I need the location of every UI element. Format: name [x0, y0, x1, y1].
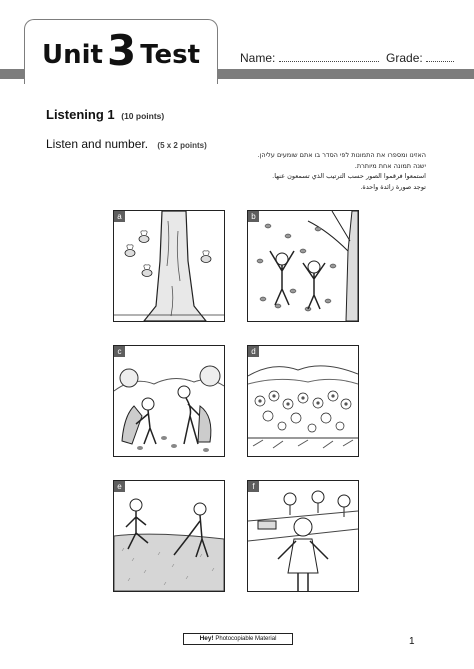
footer-text: Photocopiable Material [215, 636, 277, 642]
picture-panel-b [247, 210, 359, 322]
title-unit-number: 3 [106, 26, 137, 75]
section-title [46, 107, 164, 122]
instruction-points: (5 x 2 points) [157, 141, 207, 150]
grade-label: Grade: [386, 51, 423, 65]
panel-label: f [248, 481, 259, 492]
title-unit-word: Unit [41, 40, 103, 70]
translation-line: توجد صورة زائدة واحدة. [360, 182, 426, 191]
picture-panel-f [247, 480, 359, 592]
name-label: Name: [240, 51, 276, 65]
kids-raking-leaves-illustration [114, 346, 224, 456]
panel-label: d [248, 346, 259, 357]
flower-garden-illustration [248, 346, 358, 456]
picture-panel-e [113, 480, 225, 592]
section-title-text: Listening 1 [46, 107, 115, 122]
title-test-word: Test [140, 40, 201, 70]
boy-and-man-in-field-illustration [114, 481, 224, 591]
page-title [25, 26, 217, 75]
footer-copyright [183, 633, 293, 645]
name-field[interactable] [279, 52, 379, 62]
section-points: (10 points) [121, 111, 165, 121]
girl-in-park-illustration [248, 481, 358, 591]
panel-label: e [114, 481, 125, 492]
picture-panel-a [113, 210, 225, 322]
instruction-text: Listen and number. [46, 137, 149, 151]
translation-line: استمعوا فرقموا الصور حسب الترتيب الذي تسمعون عنها. [272, 172, 426, 180]
picture-panel-c [113, 345, 225, 457]
page-number: 1 [409, 636, 415, 647]
panel-label: c [114, 346, 125, 357]
name-grade-line [240, 51, 454, 65]
tree-with-bees-illustration [114, 211, 224, 321]
translation-line: ישנה תמונה אחת מיותרת. [354, 161, 426, 170]
footer-brand: Hey! [199, 635, 214, 642]
kids-playing-in-leaves-illustration [248, 211, 358, 321]
panel-label: b [248, 211, 259, 222]
translation-line: האזינו ומספרו את התמונות לפי הסדר בו אתם שומעים עליהן. [257, 151, 426, 159]
translated-instructions [206, 150, 426, 192]
panel-label: a [114, 211, 125, 222]
instruction [46, 137, 207, 151]
grade-field[interactable] [426, 52, 454, 62]
title-tab [24, 19, 218, 84]
picture-panel-d [247, 345, 359, 457]
